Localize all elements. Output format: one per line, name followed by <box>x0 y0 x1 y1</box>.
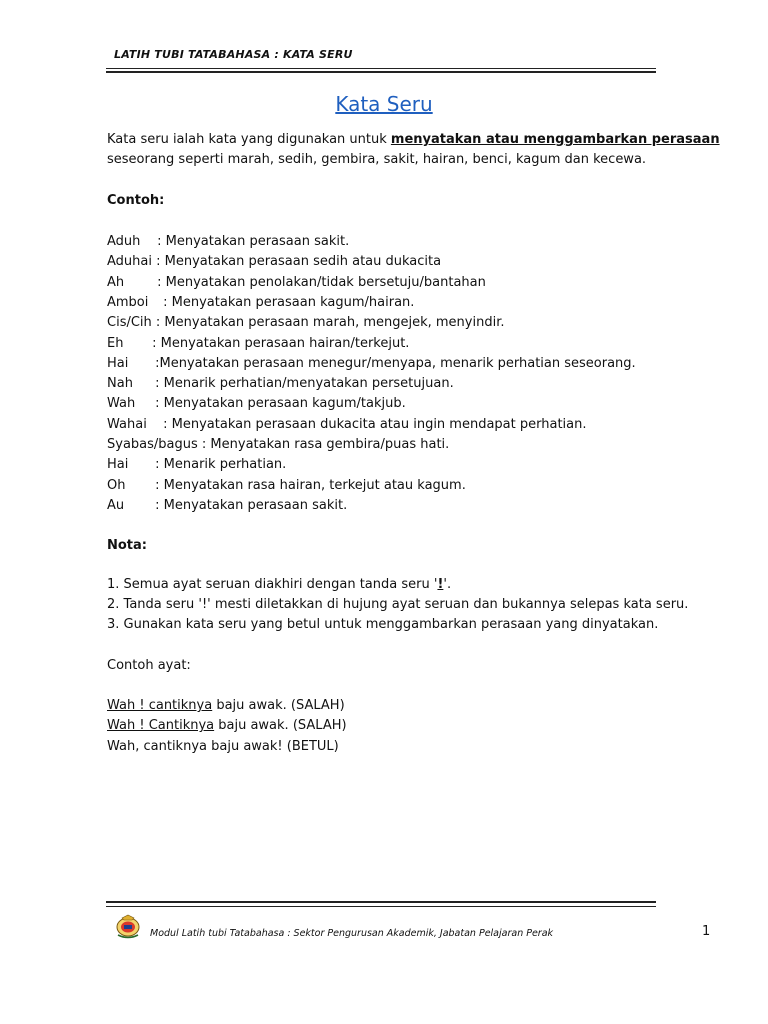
example-row <box>107 234 349 250</box>
sentence-rest: baju awak. (SALAH) <box>214 718 347 733</box>
example-row <box>107 478 466 494</box>
example-term: Amboi <box>107 294 149 310</box>
intro-line-1 <box>107 132 720 148</box>
example-row <box>107 376 454 392</box>
example-term: Oh <box>107 477 126 493</box>
example-description: : Menyatakan rasa gembira/puas hati. <box>201 437 450 452</box>
example-row <box>107 356 636 372</box>
example-term: Aduhai <box>107 254 152 270</box>
example-row <box>107 315 504 331</box>
example-term: Syabas/bagus <box>107 437 198 452</box>
example-term: Aduh <box>107 234 141 249</box>
example-description: : Menyatakan perasaan hairan/terkejut. <box>152 335 410 351</box>
crest-icon <box>113 913 143 939</box>
example-description: : Menyatakan perasaan marah, mengejek, menyindir. <box>155 315 505 331</box>
example-term: Ah <box>107 274 125 290</box>
example-term: Hai <box>107 457 129 473</box>
sentence-item <box>107 739 339 755</box>
note-item-3: 3. Gunakan kata seru yang betul untuk menggambarkan perasaan yang dinyatakan. <box>107 617 659 632</box>
sentence-item <box>107 718 347 734</box>
example-term: Wah <box>107 396 136 412</box>
intro-text: Kata seru ialah kata yang digunakan untuk <box>107 132 391 147</box>
footer-rule-thin <box>106 906 656 907</box>
contoh-heading: Contoh: <box>107 193 165 208</box>
example-row <box>107 336 409 352</box>
example-description: : Menyatakan perasaan dukacita atau ingin mendapat perhatian. <box>163 416 587 432</box>
example-row <box>107 457 286 473</box>
note-item-1 <box>107 577 451 593</box>
sentence-item <box>107 698 345 714</box>
example-term: Nah <box>107 376 133 392</box>
example-description: : Menyatakan perasaan sakit. <box>157 234 350 249</box>
example-row <box>107 254 441 270</box>
note-1-text: 1. Semua ayat seruan diakhiri dengan tanda seru ' <box>107 577 438 592</box>
intro-line-2: seseorang seperti marah, sedih, gembira, sakit, hairan, benci, kagum dan kecewa. <box>107 152 647 167</box>
note-1-end: '. <box>443 577 452 592</box>
example-description: : Menyatakan perasaan sakit. <box>155 497 348 513</box>
example-description: : Menyatakan perasaan sedih atau dukacita <box>156 254 442 270</box>
intro-emphasis: menyatakan atau menggambarkan perasaan <box>390 132 720 147</box>
example-row <box>107 396 406 412</box>
sentence-rest: Wah, cantiknya baju awak! (BETUL) <box>107 739 339 754</box>
example-row <box>107 295 414 311</box>
header-rule-thick <box>106 71 656 73</box>
sentence-underlined: Wah ! cantiknya <box>107 698 213 713</box>
example-term: Au <box>107 497 125 513</box>
example-description: : Menarik perhatian. <box>155 457 287 473</box>
example-term: Cis/Cih <box>107 315 152 331</box>
page-number: 1 <box>702 924 711 939</box>
footer-rule-thick <box>106 901 656 903</box>
example-row <box>107 417 587 433</box>
running-header: LATIH TUBI TATABAHASA : KATA SERU <box>114 48 353 61</box>
nota-heading: Nota: <box>107 538 147 553</box>
example-row <box>107 437 449 453</box>
example-description: : Menarik perhatian/menyatakan persetujuan. <box>155 376 454 392</box>
footer-text: Modul Latih tubi Tatabahasa : Sektor Pengurusan Akademik, Jabatan Pelajaran Perak <box>150 928 554 939</box>
example-description: : Menyatakan perasaan kagum/hairan. <box>163 294 415 310</box>
example-row <box>107 275 486 291</box>
example-term: Hai <box>107 355 129 371</box>
example-description: :Menyatakan perasaan menegur/menyapa, menarik perhatian seseorang. <box>155 355 636 371</box>
header-rule-thin <box>106 68 656 69</box>
example-row <box>107 498 347 514</box>
exclamation-mark: ! <box>437 577 444 592</box>
example-description: : Menyatakan penolakan/tidak bersetuju/bantahan <box>157 274 486 290</box>
example-description: : Menyatakan rasa hairan, terkejut atau kagum. <box>155 477 466 493</box>
example-description: : Menyatakan perasaan kagum/takjub. <box>155 396 406 412</box>
example-term: Wahai <box>107 416 147 432</box>
contoh-ayat-heading: Contoh ayat: <box>107 658 191 673</box>
note-item-2: 2. Tanda seru '!' mesti diletakkan di hujung ayat seruan dan bukannya selepas kata seru. <box>107 597 689 612</box>
sentence-underlined: Wah ! Cantiknya <box>107 718 215 733</box>
example-term: Eh <box>107 335 124 351</box>
sentence-rest: baju awak. (SALAH) <box>212 698 345 713</box>
page-title: Kata Seru <box>335 92 433 116</box>
